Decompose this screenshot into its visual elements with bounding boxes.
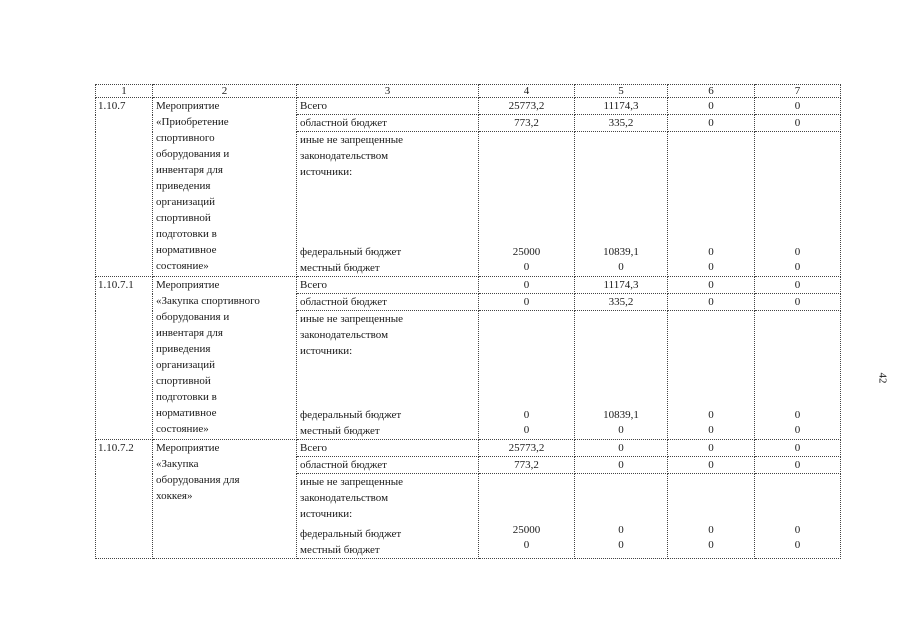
header-cell: 4 xyxy=(479,85,575,98)
table-row xyxy=(96,277,841,294)
item-name-line: организаций xyxy=(156,359,216,371)
header-cell: 1 xyxy=(96,85,153,98)
value-cell: 0 xyxy=(523,539,530,551)
value-cell-group xyxy=(668,311,755,440)
source-label: федеральный бюджет xyxy=(300,528,402,540)
value-cell: 0 xyxy=(708,424,714,436)
item-name-cell xyxy=(153,98,297,277)
value-cell: 773,2 xyxy=(479,115,575,132)
value-cell: 0 xyxy=(755,115,841,132)
value-cell-group xyxy=(479,311,575,440)
item-name-line: инвентаря для xyxy=(156,327,223,339)
source-label: областной бюджет xyxy=(297,294,479,311)
item-name-line: состояние» xyxy=(156,423,209,435)
value-cell: 0 xyxy=(479,277,575,294)
item-name-line: Мероприятие xyxy=(156,279,220,291)
item-name-line: хоккея» xyxy=(156,490,193,502)
value-cell: 0 xyxy=(523,261,530,273)
value-cell: 10839,1 xyxy=(603,409,639,421)
header-cell: 7 xyxy=(755,85,841,98)
spacer xyxy=(578,132,664,244)
value-cell: 0 xyxy=(708,409,714,421)
value-cell-group xyxy=(575,132,668,277)
item-name-line: подготовки в xyxy=(156,228,217,240)
header-cell: 6 xyxy=(668,85,755,98)
value-cell: 335,2 xyxy=(575,115,668,132)
table-row xyxy=(96,440,841,457)
value-cell: 0 xyxy=(479,294,575,311)
value-cell: 0 xyxy=(668,440,755,457)
item-name-cell xyxy=(153,440,297,559)
value-cell: 0 xyxy=(794,409,801,421)
value-cell-group xyxy=(479,474,575,559)
item-name-line: Мероприятие xyxy=(156,442,220,454)
value-cell-group xyxy=(668,132,755,277)
source-label: Всего xyxy=(297,440,479,457)
item-name-line: организаций xyxy=(156,196,216,208)
value-cell: 0 xyxy=(575,440,668,457)
header-cell: 3 xyxy=(297,85,479,98)
item-name-line: приведения xyxy=(156,343,211,355)
spacer xyxy=(671,311,751,407)
spacer xyxy=(671,474,751,522)
source-label: Всего xyxy=(297,277,479,294)
source-label: областной бюджет xyxy=(297,115,479,132)
other-sources-cell xyxy=(297,311,479,440)
item-name-line: оборудования и xyxy=(156,311,230,323)
value-cell: 0 xyxy=(708,524,714,536)
item-name-line: спортивной xyxy=(156,375,211,387)
spacer xyxy=(300,180,475,244)
value-cell: 0 xyxy=(755,98,841,115)
header-cell: 2 xyxy=(153,85,297,98)
table-row xyxy=(96,98,841,115)
value-cell: 0 xyxy=(708,539,714,551)
value-cell: 0 xyxy=(708,261,714,273)
value-cell: 0 xyxy=(668,277,755,294)
item-name-cell xyxy=(153,277,297,440)
source-label: местный бюджет xyxy=(300,544,380,556)
value-cell: 773,2 xyxy=(479,457,575,474)
other-sources-line: источники: xyxy=(300,508,353,520)
item-code: 1.10.7.1 xyxy=(96,277,153,440)
value-cell: 0 xyxy=(618,261,624,273)
source-label: местный бюджет xyxy=(300,262,380,274)
other-sources-cell xyxy=(297,132,479,277)
value-cell: 10839,1 xyxy=(603,246,639,258)
value-cell: 0 xyxy=(794,524,801,536)
value-cell: 0 xyxy=(794,246,801,258)
header-cell: 5 xyxy=(575,85,668,98)
value-cell: 0 xyxy=(668,115,755,132)
item-name-line: нормативное xyxy=(156,407,217,419)
value-cell: 0 xyxy=(523,409,530,421)
value-cell: 0 xyxy=(668,457,755,474)
item-name-line: оборудования для xyxy=(156,474,240,486)
other-sources-line: законодательством xyxy=(300,492,389,504)
spacer xyxy=(578,311,664,407)
value-cell: 0 xyxy=(618,424,624,436)
item-name-line: «Закупка спортивного xyxy=(156,295,260,307)
item-name-line: спортивной xyxy=(156,212,211,224)
value-cell: 0 xyxy=(618,524,624,536)
item-name-line: инвентаря для xyxy=(156,164,223,176)
item-name-line: оборудования и xyxy=(156,148,230,160)
value-cell: 0 xyxy=(794,261,801,273)
value-cell: 0 xyxy=(755,457,841,474)
item-name-line: состояние» xyxy=(156,260,209,272)
value-cell-group xyxy=(575,474,668,559)
item-name-line: Мероприятие xyxy=(156,100,220,112)
value-cell: 0 xyxy=(708,246,714,258)
value-cell: 0 xyxy=(618,539,624,551)
item-name-line: нормативное xyxy=(156,244,217,256)
source-label: областной бюджет xyxy=(297,457,479,474)
value-cell: 11174,3 xyxy=(575,98,668,115)
other-sources-line: иные не запрещенные xyxy=(300,134,404,146)
source-label: федеральный бюджет xyxy=(300,409,402,421)
value-cell: 0 xyxy=(668,98,755,115)
item-code: 1.10.7.2 xyxy=(96,440,153,559)
source-label: федеральный бюджет xyxy=(300,246,402,258)
value-cell: 0 xyxy=(755,294,841,311)
spacer xyxy=(578,474,664,522)
item-name-line: «Приобретение xyxy=(156,116,229,128)
source-label: местный бюджет xyxy=(300,425,380,437)
value-cell: 0 xyxy=(755,440,841,457)
other-sources-line: иные не запрещенные xyxy=(300,313,404,325)
other-sources-cell xyxy=(297,474,479,559)
value-cell: 335,2 xyxy=(575,294,668,311)
value-cell: 0 xyxy=(794,424,801,436)
value-cell: 25000 xyxy=(512,524,541,536)
other-sources-line: законодательством xyxy=(300,329,389,341)
spacer xyxy=(300,359,475,407)
spacer xyxy=(758,132,837,244)
item-name-line: подготовки в xyxy=(156,391,217,403)
budget-table xyxy=(95,84,841,559)
item-code: 1.10.7 xyxy=(96,98,153,277)
source-label: Всего xyxy=(297,98,479,115)
other-sources-line: источники: xyxy=(300,345,353,357)
spacer xyxy=(671,132,751,244)
value-cell-group xyxy=(479,132,575,277)
other-sources-line: законодательством xyxy=(300,150,389,162)
spacer xyxy=(758,311,837,407)
value-cell: 25000 xyxy=(512,246,541,258)
value-cell: 0 xyxy=(755,277,841,294)
item-name-line: спортивного xyxy=(156,132,215,144)
other-sources-line: иные не запрещенные xyxy=(300,476,404,488)
item-name-line: приведения xyxy=(156,180,211,192)
spacer xyxy=(482,474,571,522)
header-row xyxy=(96,85,841,98)
spacer xyxy=(758,474,837,522)
value-cell: 25773,2 xyxy=(479,98,575,115)
other-sources-line: источники: xyxy=(300,166,353,178)
value-cell: 0 xyxy=(575,457,668,474)
value-cell-group xyxy=(755,311,841,440)
value-cell: 0 xyxy=(668,294,755,311)
spacer xyxy=(482,311,571,407)
value-cell-group xyxy=(575,311,668,440)
value-cell: 0 xyxy=(523,424,530,436)
item-name-line: «Закупка xyxy=(156,458,199,470)
value-cell-group xyxy=(755,474,841,559)
value-cell: 25773,2 xyxy=(479,440,575,457)
value-cell-group xyxy=(668,474,755,559)
value-cell-group xyxy=(755,132,841,277)
page-number: 42 xyxy=(876,372,889,384)
value-cell: 11174,3 xyxy=(575,277,668,294)
spacer xyxy=(482,132,571,244)
value-cell: 0 xyxy=(794,539,801,551)
